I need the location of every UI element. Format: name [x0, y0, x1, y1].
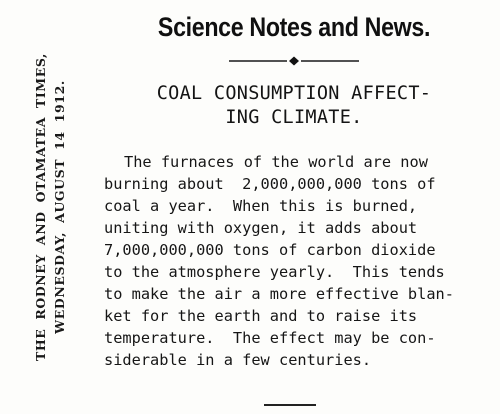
body-line: to the atmosphere yearly. This tends	[104, 263, 445, 281]
diamond-rule-icon	[229, 56, 359, 66]
body-line: temperature. The effect may be con-	[104, 329, 436, 347]
body-line: ket for the earth and to raise its	[104, 307, 418, 325]
body-line: coal a year. When this is burned,	[104, 197, 418, 215]
body-line: burning about 2,000,000,000 tons of	[104, 175, 436, 193]
end-rule	[264, 404, 316, 406]
body-line: siderable in a few centuries.	[104, 351, 372, 369]
body-line: to make the air a more effective blan-	[104, 285, 454, 303]
headline-line: ING CLIMATE.	[225, 107, 363, 128]
source-caption	[31, 12, 69, 402]
section-title: Science Notes and News.	[157, 12, 431, 42]
article-column	[96, 0, 492, 414]
body-line: 7,000,000,000 tons of carbon dioxide	[104, 241, 436, 259]
article-headline	[96, 82, 492, 130]
ornamental-divider	[229, 56, 359, 66]
publication-date: WEDNESDAY, AUGUST 14 1912.	[52, 80, 67, 334]
newspaper-name: THE RODNEY AND OTAMATEA TIMES,	[33, 52, 48, 362]
body-line: The furnaces of the world are now	[124, 153, 428, 171]
headline-line: COAL CONSUMPTION AFFECT-	[156, 83, 432, 104]
body-line: uniting with oxygen, it adds about	[104, 219, 418, 237]
article-body	[104, 151, 492, 371]
